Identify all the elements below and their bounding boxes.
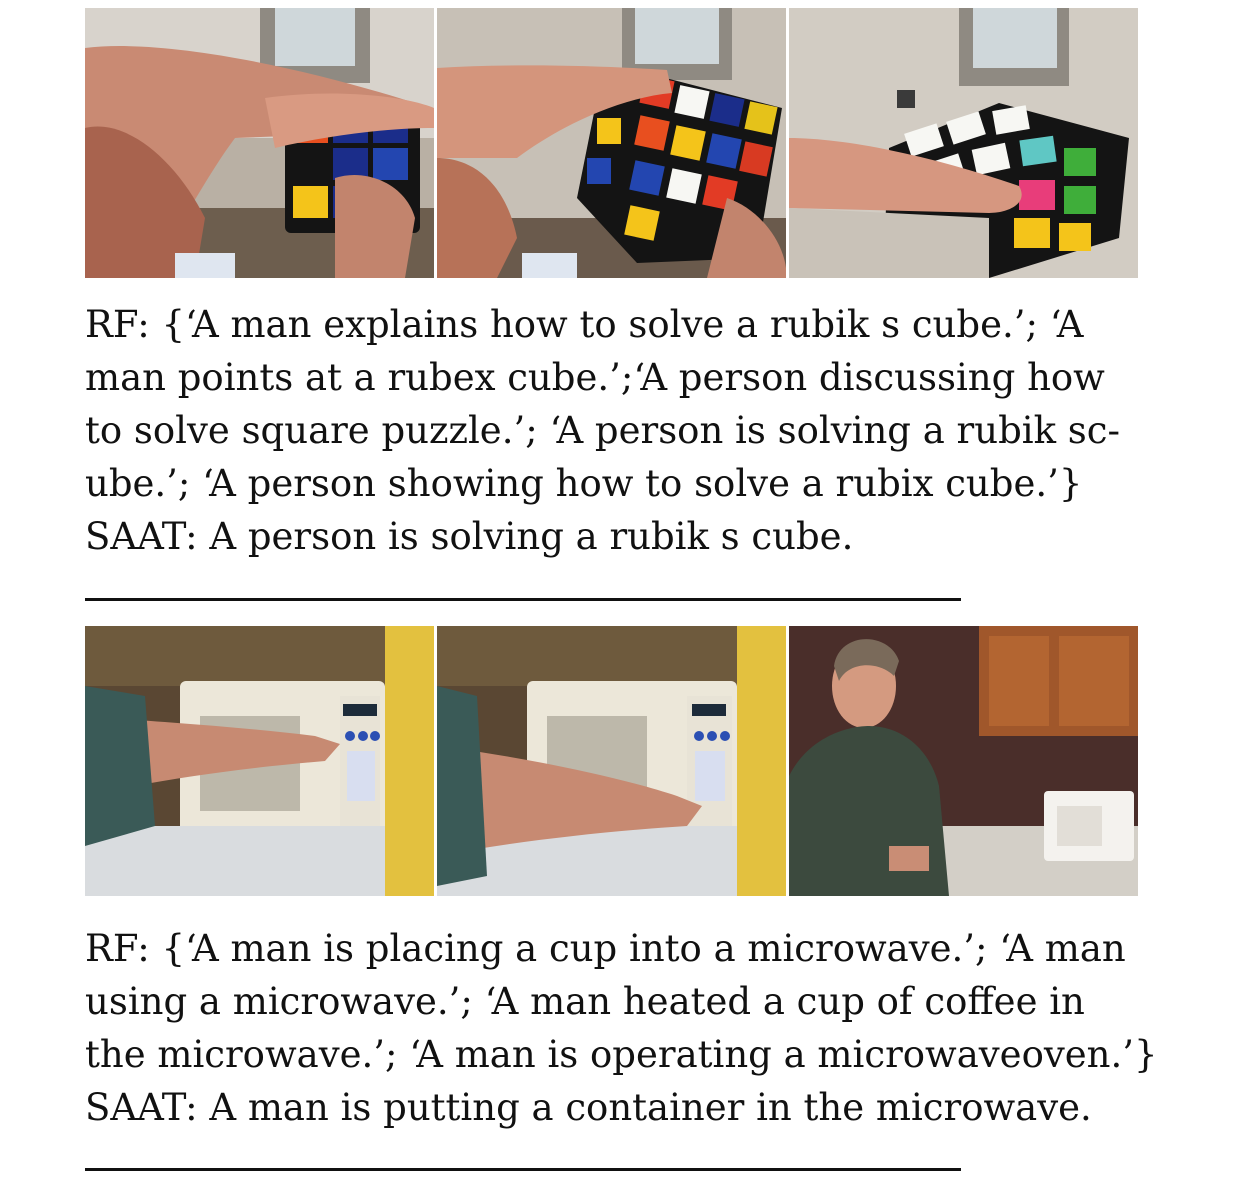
caption-line: ube.’; ‘A person showing how to solve a rubix cube.’} xyxy=(85,462,1083,505)
microwave-frame-3 xyxy=(789,626,1138,896)
microwave-frame-2 xyxy=(437,626,786,896)
caption-example-1 xyxy=(85,298,1205,563)
rubiks-cube-frame-2 xyxy=(437,8,786,278)
rubiks-cube-frame-3 xyxy=(789,8,1138,278)
caption-line: SAAT: A man is putting a container in the microwave. xyxy=(85,1086,1092,1129)
caption-line: the microwave.’; ‘A man is operating a microwaveoven.’} xyxy=(85,1033,1158,1076)
separator-rule xyxy=(85,1168,961,1171)
caption-line: to solve square puzzle.’; ‘A person is solving a rubik sc- xyxy=(85,409,1120,452)
caption-line: RF: {‘A man is placing a cup into a microwave.’; ‘A man xyxy=(85,927,1126,970)
rubiks-cube-frame-strip xyxy=(85,8,1139,278)
microwave-frame-strip xyxy=(85,626,1139,896)
separator-rule xyxy=(85,598,961,601)
caption-line: using a microwave.’; ‘A man heated a cup of coffee in xyxy=(85,980,1085,1023)
microwave-frame-1 xyxy=(85,626,434,896)
caption-line: SAAT: A person is solving a rubik s cube. xyxy=(85,515,854,558)
caption-example-2 xyxy=(85,922,1205,1134)
rubiks-cube-frame-1 xyxy=(85,8,434,278)
caption-line: RF: {‘A man explains how to solve a rubik s cube.’; ‘A xyxy=(85,303,1084,346)
microwave xyxy=(1044,791,1134,861)
caption-line: man points at a rubex cube.’;‘A person discussing how xyxy=(85,356,1105,399)
